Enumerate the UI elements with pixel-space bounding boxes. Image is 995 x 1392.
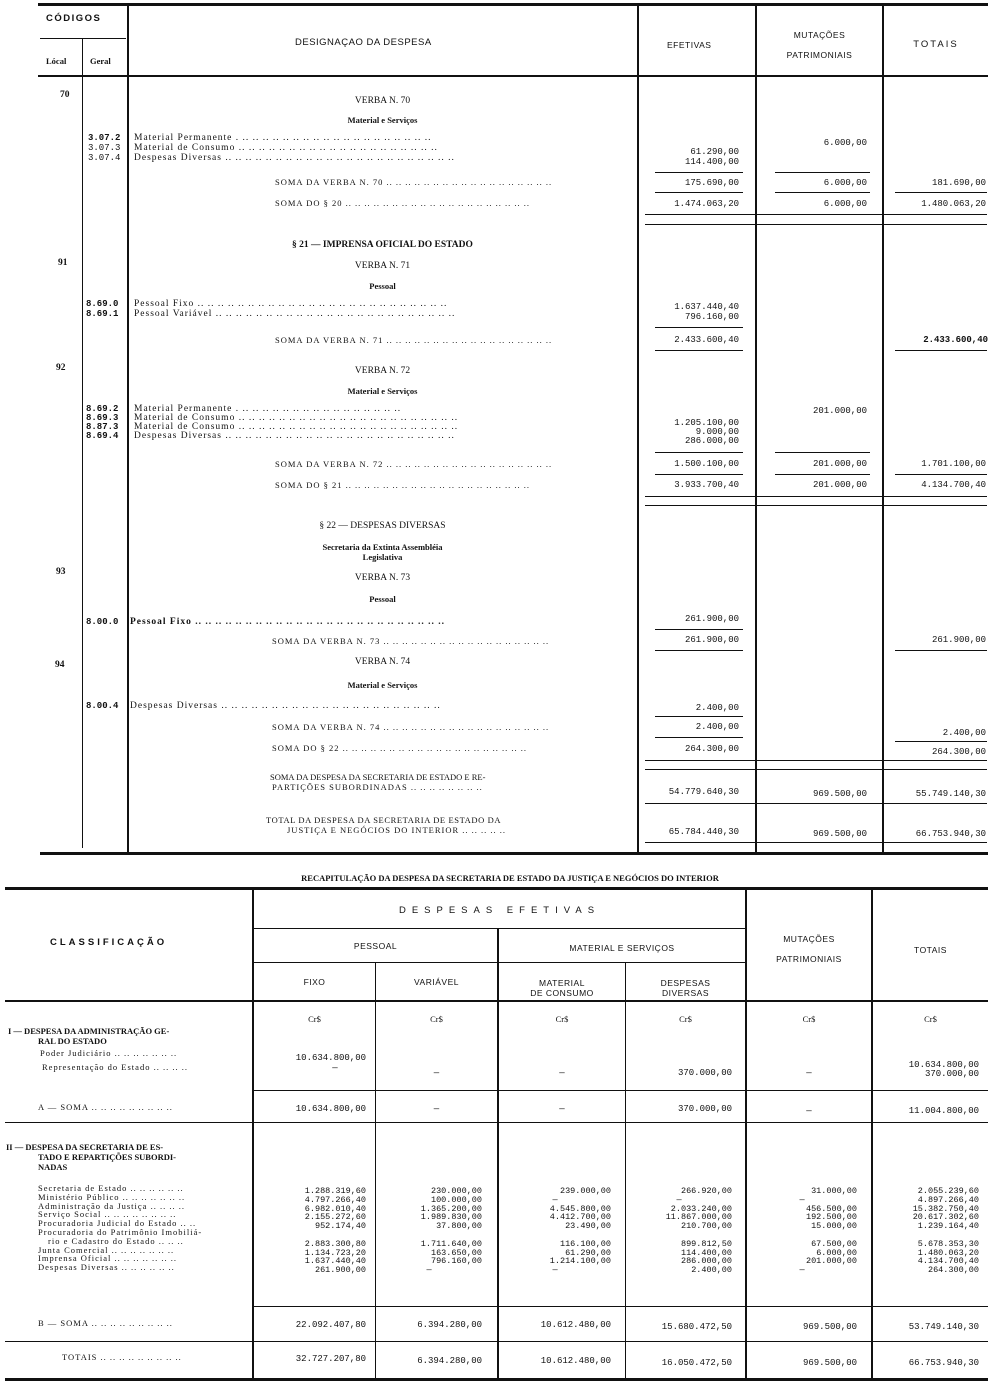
recap-classificacao: CLASSIFICAÇÃO (50, 937, 168, 948)
verba70-ef-2: 61.290,00 (690, 147, 739, 157)
soma21-mut: 201.000,00 (812, 480, 867, 490)
verba72-ef-4: 286.000,00 (684, 436, 739, 446)
secA-soma-mc: — (559, 1104, 565, 1114)
soma71-label: SOMA DA VERBA N. 71 .. .. .. .. .. .. .. .. .. .. .. .. .. .. .. .. .. .. (275, 335, 553, 345)
col-divider-mutacoes (882, 5, 884, 853)
secB-row-fixo: 1.637.440,40 (304, 1256, 366, 1267)
rule (655, 650, 743, 651)
mutacoes-header-1: MUTAÇÕES (793, 30, 846, 40)
rule (655, 737, 743, 738)
verba73-code: 8.00.0 (86, 617, 119, 627)
secA-soma-dd: 370.000,00 (677, 1104, 732, 1114)
currency-tot: Cr$ (924, 1014, 937, 1024)
soma-secretaria-mut: 969.500,00 (812, 789, 867, 799)
col-divider-geral (127, 5, 129, 853)
secB-row-label: rio e Cadastro do Estado .. .. .. (48, 1235, 184, 1246)
secB-row-mut: 456.500,00 (805, 1203, 857, 1214)
rule (775, 474, 870, 475)
local-code-70: 70 (60, 90, 70, 100)
secA-row-1: Poder Judiciário .. .. .. .. .. .. .. (40, 1048, 178, 1058)
rule (645, 214, 987, 215)
verba70-code-2: 3.07.3 (88, 143, 121, 153)
recap-mutacoes-2: PATRIMONIAIS (776, 954, 842, 964)
soma-verba70-ef: 175.690,00 (684, 178, 739, 188)
secB-row-mc: — (552, 1194, 558, 1205)
rule (645, 769, 987, 770)
soma74-ef: 2.400,00 (695, 722, 739, 732)
secB-row-fixo: 952.174,40 (314, 1221, 366, 1232)
recap-desp-div-1: DESPESAS (660, 978, 711, 988)
secB-row-mc: 4.412.700,00 (549, 1212, 611, 1223)
sec22-subtitle-2: Legislativa (362, 552, 403, 562)
rule (775, 452, 870, 453)
soma20-tot: 1.480.063,20 (921, 199, 986, 209)
col-divider-efetivas (755, 5, 757, 853)
rule (895, 474, 987, 475)
secB-row-fixo: 1.134.723,20 (304, 1247, 366, 1258)
verba71-code-1: 8.69.0 (86, 299, 119, 309)
secB-soma-label: B — SOMA .. .. .. .. .. .. .. .. .. (38, 1318, 173, 1328)
rule (655, 327, 743, 328)
recap-top-border (5, 887, 988, 890)
secB-row-dd: 210.700,00 (680, 1221, 732, 1232)
secB-row-dd: 899.812,50 (680, 1238, 732, 1249)
secB-row-mc: 4.545.800,00 (549, 1203, 611, 1214)
rule (895, 741, 987, 742)
rule (5, 1122, 988, 1123)
designacao-header: DESIGNAÇAO DA DESPESA (295, 37, 432, 48)
secA-r1-tot: 10.634.800,00 (908, 1060, 979, 1070)
verba71-title: VERBA N. 71 (354, 261, 411, 271)
secB-row-mut: — (799, 1194, 805, 1205)
secB-row-tot: 1.239.164,40 (917, 1221, 979, 1232)
secB-row-fixo: 2.883.300,80 (304, 1238, 366, 1249)
soma22-ef: 264.300,00 (684, 744, 739, 754)
secB-row-var: 230.000,00 (430, 1186, 482, 1196)
secB-row-label: Administração da Justiça .. .. .. .. (38, 1200, 185, 1211)
recap-header-bottom (5, 1000, 988, 1002)
secB-row-tot: 20.617.302,60 (912, 1212, 979, 1223)
secA-soma-fixo: 10.634.800,00 (295, 1104, 366, 1114)
top-border (38, 3, 988, 6)
secA-r2-mc: — (559, 1068, 565, 1078)
secB-row-label: Procuradoria Judicial do Estado .. .. (38, 1218, 197, 1229)
totais-tot: 66.753.940,30 (908, 1358, 979, 1368)
verba72-label-1: Material Permanente . .. .. .. .. .. .. .. .. .. .. .. .. .. .. .. .. (134, 404, 402, 414)
header-bottom-border (38, 75, 988, 77)
mutacoes-header-2: PATRIMONIAIS (786, 50, 853, 60)
secB-row-label: Junta Comercial .. .. .. .. .. .. .. (38, 1244, 175, 1255)
rule (254, 928, 745, 929)
rule (254, 962, 745, 963)
secA-r2-mut: — (806, 1068, 812, 1078)
secB-row-mc: 239.000,00 (559, 1186, 611, 1196)
verba74-subtitle: Material e Serviços (347, 680, 418, 690)
secB-row-fixo: 2.155.272,60 (304, 1212, 366, 1223)
secB-row-label: Despesas Diversas .. .. .. .. .. .. (38, 1262, 175, 1273)
soma-secretaria-tot: 55.749.140,30 (915, 789, 986, 799)
soma-secretaria-label-1: SOMA DA DESPESA DA SECRETARIA DE ESTADO E RE- (270, 772, 486, 782)
rule (655, 350, 743, 351)
totais-fixo: 32.727.207,80 (295, 1354, 366, 1364)
verba73-subtitle: Pessoal (369, 594, 396, 604)
recap-fixo: FIXO (303, 977, 326, 987)
soma74-tot: 2.400,00 (942, 728, 986, 738)
secA-soma-tot: 11.004.800,00 (908, 1106, 979, 1116)
codigos-header: CÓDIGOS (46, 13, 102, 24)
verba72-title: VERBA N. 72 (354, 366, 411, 376)
rule (655, 474, 743, 475)
rule (655, 629, 743, 630)
secB-row-dd: 11.867.000,00 (665, 1212, 732, 1223)
secB-row-mut: 67.500,00 (811, 1238, 857, 1249)
secB-soma-dd: 15.680.472,50 (661, 1322, 732, 1332)
recap-col-fixo (375, 962, 376, 1379)
secB-soma-mc: 10.612.480,00 (540, 1320, 611, 1330)
currency-mc: Cr$ (555, 1014, 569, 1024)
secA-r2-var: — (433, 1068, 440, 1078)
secA-row-2: Representação do Estado .. .. .. .. (42, 1062, 188, 1072)
secB-row-tot: 2.055.239,60 (917, 1186, 979, 1196)
rule (254, 1306, 988, 1307)
efetivas-header: EFETIVAS (667, 40, 712, 50)
secB-row-dd: — (676, 1194, 682, 1205)
secA-r2-dd: 370.000,00 (677, 1068, 732, 1078)
verba70-label-2: Material de Consumo .. .. .. .. .. .. .. .. .. .. .. .. .. .. .. .. .. .. .. .. (134, 143, 438, 153)
soma72-label: SOMA DA VERBA N. 72 .. .. .. .. .. .. .. .. .. .. .. .. .. .. .. .. .. .. (275, 459, 553, 469)
totais-dd: 16.050.472,50 (661, 1358, 732, 1368)
secA-r2-fixo: — (332, 1063, 338, 1073)
secB-row-var: 163.650,00 (430, 1247, 482, 1258)
soma74-label: SOMA DA VERBA N. 74 .. .. .. .. .. .. .. .. .. .. .. .. .. .. .. .. .. .. (272, 722, 550, 732)
secB-row-label: Imprensa Oficial .. .. .. .. .. .. .. (38, 1253, 177, 1264)
secB-row-mc: 1.214.100,00 (549, 1256, 611, 1267)
verba72-code-2: 8.69.3 (86, 413, 119, 423)
secB-row-var: — (426, 1265, 432, 1276)
verba70-title: VERBA N. 70 (354, 96, 411, 106)
soma72-mut: 201.000,00 (812, 459, 867, 469)
secB-row-mc: 23.490,00 (565, 1221, 611, 1232)
secB-row-tot: 264.300,00 (927, 1265, 979, 1276)
rule (645, 760, 987, 761)
rule (775, 172, 870, 173)
verba72-label-3: Material de Consumo .. .. .. .. .. .. .. .. .. .. .. .. .. .. .. .. .. .. .. .. .. .. (134, 422, 459, 432)
secB-row-tot: 1.480.063,20 (917, 1247, 979, 1258)
recap-mutacoes-1: MUTAÇÕES (783, 934, 835, 944)
soma21-ef: 3.933.700,40 (674, 480, 739, 490)
verba70-code-3: 3.07.4 (88, 153, 121, 163)
soma71-tot: 2.433.600,40 (923, 335, 988, 345)
rule (895, 350, 987, 351)
verba70-subtitle: Material e Serviços (347, 115, 418, 125)
verba72-ef-3: 9.000,00 (695, 427, 739, 437)
soma-verba70-label: SOMA DA VERBA N. 70 .. .. .. .. .. .. .. .. .. .. .. .. .. .. .. .. .. .. (275, 177, 553, 187)
recap-col-mc (625, 962, 626, 1379)
sec21-title: § 21 — IMPRENSA OFICIAL DO ESTADO (292, 240, 473, 250)
soma-verba70-mut: 6.000,00 (823, 178, 867, 188)
total-despesa-label-1: TOTAL DA DESPESA DA SECRETARIA DE ESTADO DA (266, 815, 502, 825)
rule (645, 505, 987, 506)
secB-row-label: Serviço Social .. .. .. .. .. .. .. .. (38, 1209, 177, 1220)
secA-soma-label: A — SOMA .. .. .. .. .. .. .. .. .. (38, 1102, 173, 1112)
soma-secretaria-ef: 54.779.640,30 (668, 787, 739, 797)
rule (895, 192, 987, 193)
currency-dd: Cr$ (679, 1014, 692, 1024)
col-divider-local (82, 38, 83, 848)
secB-row-var: 796.160,00 (430, 1256, 482, 1267)
total-despesa-label-2: JUSTIÇA E NEGÓCIOS DO INTERIOR .. .. .. .. .. (287, 825, 507, 835)
secB-row-mut: 201.000,00 (805, 1256, 857, 1267)
totais-label: TOTAIS .. .. .. .. .. .. .. .. .. (62, 1352, 182, 1362)
verba74-title: VERBA N. 74 (354, 657, 411, 667)
totais-mut: 969.500,00 (802, 1358, 857, 1368)
verba73-ef: 261.900,00 (684, 614, 739, 624)
rule (895, 650, 987, 651)
secB-row-var: 1.711.640,00 (420, 1238, 482, 1249)
recap-material-servicos: MATERIAL E SERVIÇOS (569, 943, 675, 953)
secB-row-mc: 61.290,00 (565, 1247, 611, 1258)
verba72-code-4: 8.69.4 (86, 431, 119, 441)
secB-row-label: Ministério Público .. .. .. .. .. .. .. (38, 1191, 186, 1202)
secB-row-var: 1.365.200,00 (420, 1203, 482, 1214)
recap-mat-consumo-2: DE CONSUMO (530, 988, 594, 998)
secA-title-2: RAL DO ESTADO (38, 1036, 107, 1046)
rule (645, 842, 987, 843)
secB-row-dd: 266.920,00 (680, 1186, 732, 1196)
secB-title-1: II — DESPESA DA SECRETARIA DE ES- (6, 1142, 164, 1152)
secB-row-label: Secretaria de Estado .. .. .. .. .. .. (38, 1183, 184, 1193)
secB-row-mut: 15.000,00 (811, 1221, 857, 1232)
secB-row-mut: — (799, 1265, 805, 1276)
soma20-mut: 6.000,00 (823, 199, 867, 209)
verba72-label-2: Material de Consumo .. .. .. .. .. .. .. .. .. .. .. .. .. .. .. .. .. .. .. .. .. .. (134, 413, 459, 423)
verba70-ef-3: 114.400,00 (684, 157, 739, 167)
soma22-tot: 264.300,00 (931, 747, 986, 757)
recap-pessoal: PESSOAL (353, 941, 398, 951)
verba72-label-4: Despesas Diversas .. .. .. .. .. .. .. .. .. .. .. .. .. .. .. .. .. .. .. .. .. .. .. (134, 431, 455, 441)
currency-var: Cr$ (430, 1014, 443, 1024)
secB-row-fixo: 4.797.266,40 (304, 1194, 366, 1205)
verba74-ef: 2.400,00 (695, 703, 739, 713)
soma73-tot: 261.900,00 (931, 635, 986, 645)
verba71-ef-2: 796.160,00 (684, 312, 739, 322)
secA-soma-mut: — (806, 1106, 812, 1116)
local-code-71: 91 (58, 258, 68, 268)
verba72-code-3: 8.87.3 (86, 422, 119, 432)
local-code-73: 93 (56, 567, 66, 577)
soma21-label: SOMA DO § 21 .. .. .. .. .. .. .. .. .. .. .. .. .. .. .. .. .. .. .. .. (275, 480, 530, 490)
secB-row-dd: 114.400,00 (680, 1247, 732, 1258)
rule (655, 172, 743, 173)
soma71-ef: 2.433.600,40 (674, 335, 739, 345)
verba70-code-1: 3.07.2 (88, 133, 121, 143)
secB-row-var: 100.000,00 (430, 1194, 482, 1205)
soma73-ef: 261.900,00 (684, 635, 739, 645)
recap-despesas-efetivas: DESPESAS EFETIVAS (398, 905, 601, 916)
total-despesa-tot: 66.753.940,30 (915, 829, 986, 839)
verba71-label-2: Pessoal Variável .. .. .. .. .. .. .. .. .. .. .. .. .. .. .. .. .. .. .. .. .. .. .. .. (134, 309, 456, 319)
secB-row-fixo: 261.900,00 (314, 1265, 366, 1276)
soma72-tot: 1.701.100,00 (921, 459, 986, 469)
top-table-bottom-border (40, 852, 988, 855)
totais-header: TOTAIS (913, 39, 959, 50)
secB-row-dd: 2.033.240,00 (670, 1203, 732, 1214)
secB-soma-fixo: 22.092.407,80 (295, 1320, 366, 1330)
soma20-label: SOMA DO § 20 .. .. .. .. .. .. .. .. .. .. .. .. .. .. .. .. .. .. .. .. (275, 198, 530, 208)
secB-soma-mut: 969.500,00 (802, 1322, 857, 1332)
local-code-72: 92 (56, 363, 66, 373)
codigos-divider (40, 38, 126, 39)
secB-soma-var: 6.394.280,00 (417, 1320, 482, 1330)
soma-secretaria-label-2: PARTIÇÕES SUBORDINADAS .. .. .. .. .. .. .. .. (272, 782, 483, 792)
totais-var: 6.394.280,00 (417, 1356, 482, 1366)
secB-row-mc: 116.100,00 (559, 1238, 611, 1249)
geral-header: Geral (90, 56, 111, 66)
recap-bottom-border (5, 1378, 988, 1381)
secB-row-mut: 6.000,00 (816, 1247, 857, 1258)
secB-row-tot: 4.897.266,40 (917, 1194, 979, 1205)
soma22-label: SOMA DO § 22 .. .. .. .. .. .. .. .. .. .. .. .. .. .. .. .. .. .. .. .. (272, 743, 527, 753)
secB-row-var: 37.800,00 (436, 1221, 482, 1232)
rule (655, 716, 743, 717)
rule (775, 192, 870, 193)
secB-row-dd: 2.400,00 (691, 1265, 732, 1276)
secB-title-3: NADAS (38, 1162, 68, 1172)
recap-totais: TOTAIS (914, 945, 947, 955)
soma20-ef: 1.474.063,20 (674, 199, 739, 209)
secB-row-var: 1.989.830,00 (420, 1212, 482, 1223)
recap-desp-div-2: DIVERSAS (662, 988, 709, 998)
secB-row-mc: — (552, 1265, 558, 1276)
verba74-code: 8.00.4 (86, 701, 119, 711)
secA-r2-tot: 370.000,00 (924, 1069, 979, 1079)
secB-soma-tot: 53.749.140,30 (908, 1322, 979, 1332)
secB-row-label: Procuradoria do Patrimônio Imobiliá- (38, 1227, 203, 1237)
secB-row-mut: 31.000,00 (811, 1186, 857, 1196)
secB-title-2: TADO E REPARTIÇÕES SUBORDI- (38, 1152, 177, 1162)
rule (254, 1090, 988, 1091)
rule (655, 192, 743, 193)
verba73-label: Pessoal Fixo .. .. .. .. .. .. .. .. .. .. .. .. .. .. .. .. .. .. .. .. .. .. .. .. .. (130, 617, 445, 627)
secB-row-dd: 286.000,00 (680, 1256, 732, 1267)
soma73-label: SOMA DA VERBA N. 73 .. .. .. .. .. .. .. .. .. .. .. .. .. .. .. .. .. .. (272, 636, 550, 646)
secB-row-mut: 192.500,00 (805, 1212, 857, 1223)
verba74-label: Despesas Diversas .. .. .. .. .. .. .. .. .. .. .. .. .. .. .. .. .. .. .. .. .. .. (130, 701, 441, 711)
sec22-subtitle-1: Secretaria da Extinta Assembléia (322, 542, 443, 552)
verba72-ef-2: 1.205.100,00 (674, 418, 739, 428)
total-despesa-mut: 969.500,00 (812, 829, 867, 839)
verba73-title: VERBA N. 73 (354, 573, 411, 583)
rule (655, 452, 743, 453)
rule (645, 496, 987, 497)
sec22-title: § 22 — DESPESAS DIVERSAS (319, 521, 446, 531)
currency-mut: Cr$ (802, 1014, 816, 1024)
secB-row-fixo: 6.982.010,40 (304, 1203, 366, 1214)
rule (5, 1341, 988, 1342)
verba72-subtitle: Material e Serviços (347, 386, 418, 396)
soma72-ef: 1.500.100,00 (674, 459, 739, 469)
soma-verba70-tot: 181.690,00 (931, 178, 986, 188)
rule (645, 224, 987, 225)
secB-row-tot: 15.382.750,40 (912, 1203, 979, 1214)
recap-title: RECAPITULAÇÃO DA DESPESA DA SECRETARIA DE ESTADO DA JUSTIÇA E NEGÓCIOS DO INTERIOR (301, 873, 719, 883)
recap-mat-consumo-1: MATERIAL (539, 978, 585, 988)
verba70-label-1: Material Permanente . .. .. .. .. .. .. .. .. .. .. .. .. .. .. .. .. .. .. .. (134, 133, 432, 143)
secA-soma-var: — (433, 1104, 440, 1114)
verba72-code-1: 8.69.2 (86, 404, 119, 414)
currency-fixo: Cr$ (308, 1014, 321, 1024)
secB-row-fixo: 1.288.319,60 (304, 1186, 366, 1196)
verba71-subtitle: Pessoal (369, 281, 396, 291)
local-header: Lócal (46, 56, 67, 66)
verba71-label-1: Pessoal Fixo .. .. .. .. .. .. .. .. .. .. .. .. .. .. .. .. .. .. .. .. .. .. .. .. .. (134, 299, 448, 309)
verba70-mut-1: 6.000,00 (823, 138, 867, 148)
verba72-mut-1: 201.000,00 (812, 406, 867, 416)
rule (645, 803, 987, 804)
secA-r1-fixo: 10.634.800,00 (295, 1053, 366, 1063)
soma21-tot: 4.134.700,40 (921, 480, 986, 490)
total-despesa-ef: 65.784.440,30 (668, 827, 739, 837)
recap-variavel: VARIÁVEL (414, 977, 459, 987)
secB-row-tot: 4.134.700,40 (917, 1256, 979, 1267)
secB-row-tot: 5.678.353,30 (917, 1238, 979, 1249)
verba70-label-3: Despesas Diversas .. .. .. .. .. .. .. .. .. .. .. .. .. .. .. .. .. .. .. .. .. .. .. (134, 153, 455, 163)
local-code-74: 94 (55, 660, 65, 670)
secA-title-1: I — DESPESA DA ADMINISTRAÇÃO GE- (8, 1026, 170, 1036)
verba71-ef-1: 1.637.440,40 (674, 302, 739, 312)
totais-mc: 10.612.480,00 (540, 1356, 611, 1366)
verba71-code-2: 8.69.1 (86, 309, 119, 319)
